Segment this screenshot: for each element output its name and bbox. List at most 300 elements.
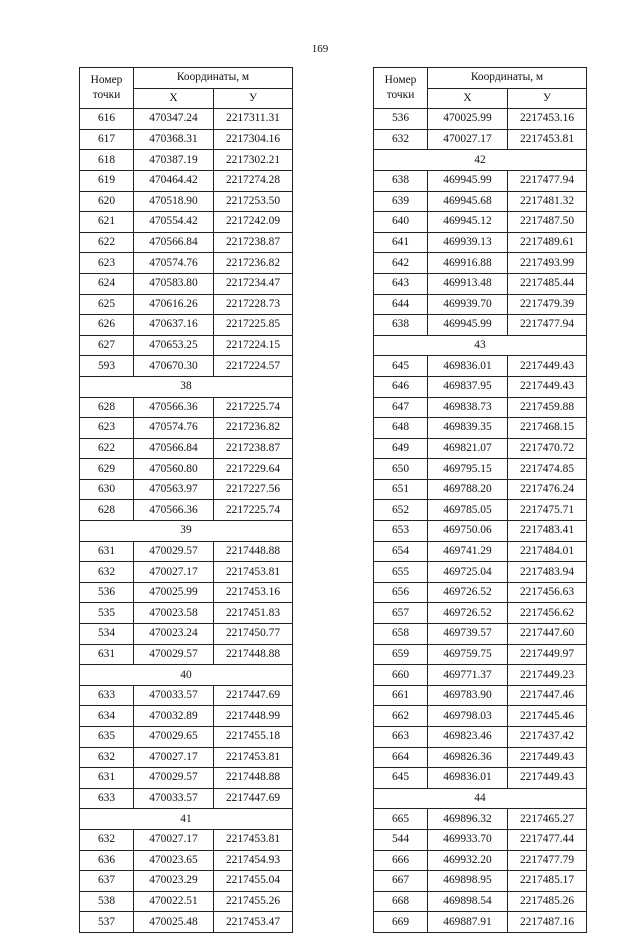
y-coordinate-cell: 2217455.04 [214,871,293,892]
table-row [80,706,293,727]
table-row [80,479,293,500]
x-coordinate-cell: 470027.17 [134,562,214,583]
x-coordinate-cell: 469726.52 [428,603,508,624]
table-row [374,397,587,418]
table-row [80,191,293,212]
x-column-header: X [428,88,508,109]
table-row [80,727,293,748]
table-row [374,376,587,397]
table-row [80,747,293,768]
y-coordinate-cell: 2217236.82 [214,418,293,439]
x-coordinate-cell: 469939.13 [428,232,508,253]
y-coordinate-cell: 2217449.43 [508,376,587,397]
table-row [80,109,293,130]
x-coordinate-cell: 470025.48 [134,912,214,933]
y-coordinate-cell: 2217449.23 [508,665,587,686]
x-coordinate-cell: 470027.17 [134,829,214,850]
y-coordinate-cell: 2217437.42 [508,727,587,748]
x-coordinate-cell: 470023.65 [134,850,214,871]
x-coordinate-cell: 469798.03 [428,706,508,727]
point-number-header-line1: Номер [384,74,417,87]
table-header-row [374,68,587,89]
x-coordinate-cell: 469795.15 [428,459,508,480]
table-row [80,356,293,377]
y-coordinate-cell: 2217474.85 [508,459,587,480]
x-coordinate-cell: 470583.80 [134,273,214,294]
x-coordinate-cell: 469945.68 [428,191,508,212]
y-coordinate-cell: 2217225.74 [214,397,293,418]
y-coordinate-cell: 2217453.47 [214,912,293,933]
y-coordinate-cell: 2217453.16 [214,582,293,603]
x-column-header: X [134,88,214,109]
x-coordinate-cell: 469896.32 [428,809,508,830]
point-number-cell: 538 [80,891,134,912]
section-row [80,376,293,397]
y-coordinate-cell: 2217493.99 [508,253,587,274]
y-coordinate-cell: 2217483.94 [508,562,587,583]
table-row [80,150,293,171]
point-number-cell: 631 [80,768,134,789]
point-number-cell: 643 [374,273,428,294]
point-number-cell: 535 [80,603,134,624]
x-coordinate-cell: 469913.48 [428,273,508,294]
x-coordinate-cell: 469739.57 [428,624,508,645]
x-coordinate-cell: 470347.24 [134,109,214,130]
table-row [80,418,293,439]
table-row [374,273,587,294]
point-number-cell: 642 [374,253,428,274]
x-coordinate-cell: 469783.90 [428,685,508,706]
table-row [374,850,587,871]
y-coordinate-cell: 2217470.72 [508,438,587,459]
y-coordinate-cell: 2217456.63 [508,582,587,603]
point-number-cell: 656 [374,582,428,603]
point-number-cell: 654 [374,541,428,562]
x-coordinate-cell: 469741.29 [428,541,508,562]
table-row [374,891,587,912]
table-row [80,335,293,356]
point-number-cell: 639 [374,191,428,212]
table-row [374,706,587,727]
point-number-cell: 625 [80,294,134,315]
point-number-cell: 534 [80,624,134,645]
y-coordinate-cell: 2217481.32 [508,191,587,212]
point-number-cell: 631 [80,644,134,665]
table-row [80,850,293,871]
point-number-cell: 638 [374,170,428,191]
y-coordinate-cell: 2217225.85 [214,315,293,336]
point-number-cell: 644 [374,294,428,315]
point-number-cell: 617 [80,129,134,150]
y-coordinate-cell: 2217489.61 [508,232,587,253]
point-number-cell: 638 [374,315,428,336]
y-coordinate-cell: 2217455.18 [214,727,293,748]
section-row [374,788,587,809]
y-coordinate-cell: 2217447.60 [508,624,587,645]
y-coordinate-cell: 2217234.47 [214,273,293,294]
y-coordinate-cell: 2217449.43 [508,356,587,377]
x-coordinate-cell: 469788.20 [428,479,508,500]
point-number-cell: 536 [374,109,428,130]
y-coordinate-cell: 2217453.81 [214,829,293,850]
table-row [80,459,293,480]
point-number-header-line2: точки [386,89,415,102]
y-coordinate-cell: 2217448.99 [214,706,293,727]
y-column-header: У [214,88,293,109]
point-number-cell: 622 [80,232,134,253]
x-coordinate-cell: 470563.97 [134,479,214,500]
y-coordinate-cell: 2217453.81 [508,129,587,150]
point-number-cell: 629 [80,459,134,480]
point-number-cell: 616 [80,109,134,130]
table-row [80,624,293,645]
point-number-cell: 653 [374,521,428,542]
x-coordinate-cell: 469932.20 [428,850,508,871]
point-number-cell: 657 [374,603,428,624]
section-label: 40 [80,665,293,686]
table-row [374,418,587,439]
table-row [80,541,293,562]
y-coordinate-cell: 2217453.16 [508,109,587,130]
point-number-cell: 645 [374,356,428,377]
section-label: 41 [80,809,293,830]
point-number-cell: 537 [80,912,134,933]
x-coordinate-cell: 470566.36 [134,500,214,521]
point-number-cell: 622 [80,438,134,459]
point-number-cell: 635 [80,727,134,748]
point-number-cell: 649 [374,438,428,459]
point-number-cell: 652 [374,500,428,521]
y-coordinate-cell: 2217455.26 [214,891,293,912]
y-coordinate-cell: 2217238.87 [214,232,293,253]
table-row [374,438,587,459]
table-row [80,129,293,150]
y-coordinate-cell: 2217453.81 [214,747,293,768]
x-coordinate-cell: 470033.57 [134,685,214,706]
y-coordinate-cell: 2217448.88 [214,768,293,789]
x-coordinate-cell: 470653.25 [134,335,214,356]
section-label: 43 [374,335,587,356]
y-coordinate-cell: 2217238.87 [214,438,293,459]
point-number-cell: 632 [80,829,134,850]
section-row [374,150,587,171]
point-number-cell: 640 [374,212,428,233]
x-coordinate-cell: 470027.17 [134,747,214,768]
table-row [80,891,293,912]
x-coordinate-cell: 470560.80 [134,459,214,480]
y-coordinate-cell: 2217447.46 [508,685,587,706]
point-number-cell: 632 [80,562,134,583]
x-coordinate-cell: 470023.58 [134,603,214,624]
point-number-cell: 630 [80,479,134,500]
x-coordinate-cell: 470566.36 [134,397,214,418]
table-row [374,768,587,789]
y-coordinate-cell: 2217448.88 [214,541,293,562]
y-coordinate-cell: 2217485.26 [508,891,587,912]
x-coordinate-cell: 470518.90 [134,191,214,212]
point-number-cell: 626 [80,315,134,336]
y-coordinate-cell: 2217477.94 [508,170,587,191]
point-number-cell: 659 [374,644,428,665]
table-row [374,356,587,377]
table-row [374,582,587,603]
point-number-cell: 645 [374,768,428,789]
y-coordinate-cell: 2217477.79 [508,850,587,871]
point-number-cell: 647 [374,397,428,418]
x-coordinate-cell: 470029.65 [134,727,214,748]
y-coordinate-cell: 2217468.15 [508,418,587,439]
point-number-cell: 628 [80,500,134,521]
point-number-cell: 663 [374,727,428,748]
point-number-cell: 667 [374,871,428,892]
table-row [80,253,293,274]
x-coordinate-cell: 470574.76 [134,418,214,439]
y-coordinate-cell: 2217311.31 [214,109,293,130]
point-number-header [80,68,134,109]
table-row [80,500,293,521]
y-coordinate-cell: 2217454.93 [214,850,293,871]
point-number-cell: 619 [80,170,134,191]
x-coordinate-cell: 469933.70 [428,829,508,850]
table-row [374,129,587,150]
point-number-cell: 632 [374,129,428,150]
table-row [374,624,587,645]
x-coordinate-cell: 470574.76 [134,253,214,274]
section-label: 44 [374,788,587,809]
x-coordinate-cell: 470027.17 [428,129,508,150]
y-coordinate-cell: 2217477.44 [508,829,587,850]
y-coordinate-cell: 2217484.01 [508,541,587,562]
section-row [80,521,293,542]
x-coordinate-cell: 470023.29 [134,871,214,892]
coordinates-header: Координаты, м [428,68,587,89]
table-row [80,644,293,665]
point-number-cell: 646 [374,376,428,397]
x-coordinate-cell: 469785.05 [428,500,508,521]
table-row [374,747,587,768]
point-number-cell: 658 [374,624,428,645]
x-coordinate-cell: 469836.01 [428,356,508,377]
table-row [374,109,587,130]
x-coordinate-cell: 470032.89 [134,706,214,727]
table-row [374,212,587,233]
x-coordinate-cell: 469898.95 [428,871,508,892]
y-coordinate-cell: 2217447.69 [214,685,293,706]
table-row [80,603,293,624]
x-coordinate-cell: 470368.31 [134,129,214,150]
table-row [80,562,293,583]
point-number-cell: 623 [80,418,134,439]
x-coordinate-cell: 469771.37 [428,665,508,686]
y-coordinate-cell: 2217453.81 [214,562,293,583]
y-coordinate-cell: 2217450.77 [214,624,293,645]
x-coordinate-cell: 470670.30 [134,356,214,377]
table-row [374,315,587,336]
x-coordinate-cell: 469839.35 [428,418,508,439]
table-row [80,212,293,233]
table-row [80,582,293,603]
x-coordinate-cell: 470025.99 [134,582,214,603]
table-row [80,273,293,294]
point-number-cell: 620 [80,191,134,212]
table-row [80,829,293,850]
x-coordinate-cell: 470029.57 [134,768,214,789]
page-number: 169 [311,43,329,55]
table-row [80,768,293,789]
coordinates-header: Координаты, м [134,68,293,89]
x-coordinate-cell: 470029.57 [134,644,214,665]
table-row [374,809,587,830]
table-row [374,459,587,480]
point-number-cell: 636 [80,850,134,871]
point-number-header [374,68,428,109]
point-number-header-line1: Номер [90,74,123,87]
table-row [374,479,587,500]
point-number-cell: 634 [80,706,134,727]
x-coordinate-cell: 469836.01 [428,768,508,789]
x-coordinate-cell: 470022.51 [134,891,214,912]
table-row [80,170,293,191]
point-number-cell: 632 [80,747,134,768]
x-coordinate-cell: 470637.16 [134,315,214,336]
table-row [374,191,587,212]
y-coordinate-cell: 2217225.74 [214,500,293,521]
x-coordinate-cell: 469939.70 [428,294,508,315]
table-row [80,438,293,459]
y-coordinate-cell: 2217456.62 [508,603,587,624]
table-row [80,788,293,809]
y-coordinate-cell: 2217475.71 [508,500,587,521]
point-number-cell: 593 [80,356,134,377]
table-row [374,727,587,748]
point-number-cell: 631 [80,541,134,562]
table-row [374,562,587,583]
table-row [374,541,587,562]
table-row [374,603,587,624]
point-number-cell: 666 [374,850,428,871]
point-number-cell: 627 [80,335,134,356]
x-coordinate-cell: 470566.84 [134,232,214,253]
y-coordinate-cell: 2217445.46 [508,706,587,727]
point-number-cell: 660 [374,665,428,686]
table-row [80,912,293,933]
y-coordinate-cell: 2217448.88 [214,644,293,665]
point-number-cell: 618 [80,150,134,171]
y-coordinate-cell: 2217236.82 [214,253,293,274]
x-coordinate-cell: 469750.06 [428,521,508,542]
coordinates-table-left [79,67,293,933]
y-coordinate-cell: 2217479.39 [508,294,587,315]
y-coordinate-cell: 2217485.44 [508,273,587,294]
x-coordinate-cell: 469837.95 [428,376,508,397]
section-label: 39 [80,521,293,542]
y-coordinate-cell: 2217465.27 [508,809,587,830]
x-coordinate-cell: 469898.54 [428,891,508,912]
table-row [374,829,587,850]
x-coordinate-cell: 470566.84 [134,438,214,459]
table-row [80,397,293,418]
table-row [374,644,587,665]
x-coordinate-cell: 469945.99 [428,170,508,191]
table-row [374,294,587,315]
point-number-cell: 668 [374,891,428,912]
x-coordinate-cell: 469916.88 [428,253,508,274]
x-coordinate-cell: 470025.99 [428,109,508,130]
section-label: 42 [374,150,587,171]
table-row [374,871,587,892]
point-number-cell: 623 [80,253,134,274]
y-column-header: У [508,88,587,109]
y-coordinate-cell: 2217242.09 [214,212,293,233]
table-row [374,521,587,542]
x-coordinate-cell: 469823.46 [428,727,508,748]
point-number-cell: 655 [374,562,428,583]
x-coordinate-cell: 470029.57 [134,541,214,562]
point-number-cell: 665 [374,809,428,830]
point-number-cell: 628 [80,397,134,418]
point-number-cell: 637 [80,871,134,892]
y-coordinate-cell: 2217302.21 [214,150,293,171]
x-coordinate-cell: 470023.24 [134,624,214,645]
x-coordinate-cell: 469725.04 [428,562,508,583]
point-number-header-line2: точки [92,89,121,102]
x-coordinate-cell: 469945.12 [428,212,508,233]
x-coordinate-cell: 469887.91 [428,912,508,933]
x-coordinate-cell: 469821.07 [428,438,508,459]
y-coordinate-cell: 2217229.64 [214,459,293,480]
point-number-cell: 544 [374,829,428,850]
y-coordinate-cell: 2217483.41 [508,521,587,542]
table-row [80,294,293,315]
table-header-row [80,68,293,89]
y-coordinate-cell: 2217451.83 [214,603,293,624]
point-number-cell: 536 [80,582,134,603]
x-coordinate-cell: 470554.42 [134,212,214,233]
point-number-cell: 621 [80,212,134,233]
section-label: 38 [80,376,293,397]
y-coordinate-cell: 2217224.15 [214,335,293,356]
point-number-cell: 648 [374,418,428,439]
table-row [80,871,293,892]
table-row [374,500,587,521]
x-coordinate-cell: 470387.19 [134,150,214,171]
y-coordinate-cell: 2217477.94 [508,315,587,336]
table-row [374,665,587,686]
table-row [80,232,293,253]
point-number-cell: 651 [374,479,428,500]
table-row [374,685,587,706]
table-row [374,170,587,191]
y-coordinate-cell: 2217487.16 [508,912,587,933]
y-coordinate-cell: 2217449.43 [508,747,587,768]
table-row [80,315,293,336]
y-coordinate-cell: 2217449.97 [508,644,587,665]
x-coordinate-cell: 469838.73 [428,397,508,418]
coordinates-table-right [373,67,587,933]
x-coordinate-cell: 470616.26 [134,294,214,315]
point-number-cell: 641 [374,232,428,253]
x-coordinate-cell: 469945.99 [428,315,508,336]
point-number-cell: 633 [80,788,134,809]
y-coordinate-cell: 2217274.28 [214,170,293,191]
point-number-cell: 669 [374,912,428,933]
x-coordinate-cell: 469826.36 [428,747,508,768]
y-coordinate-cell: 2217224.57 [214,356,293,377]
y-coordinate-cell: 2217487.50 [508,212,587,233]
point-number-cell: 650 [374,459,428,480]
table-row [374,253,587,274]
x-coordinate-cell: 470033.57 [134,788,214,809]
